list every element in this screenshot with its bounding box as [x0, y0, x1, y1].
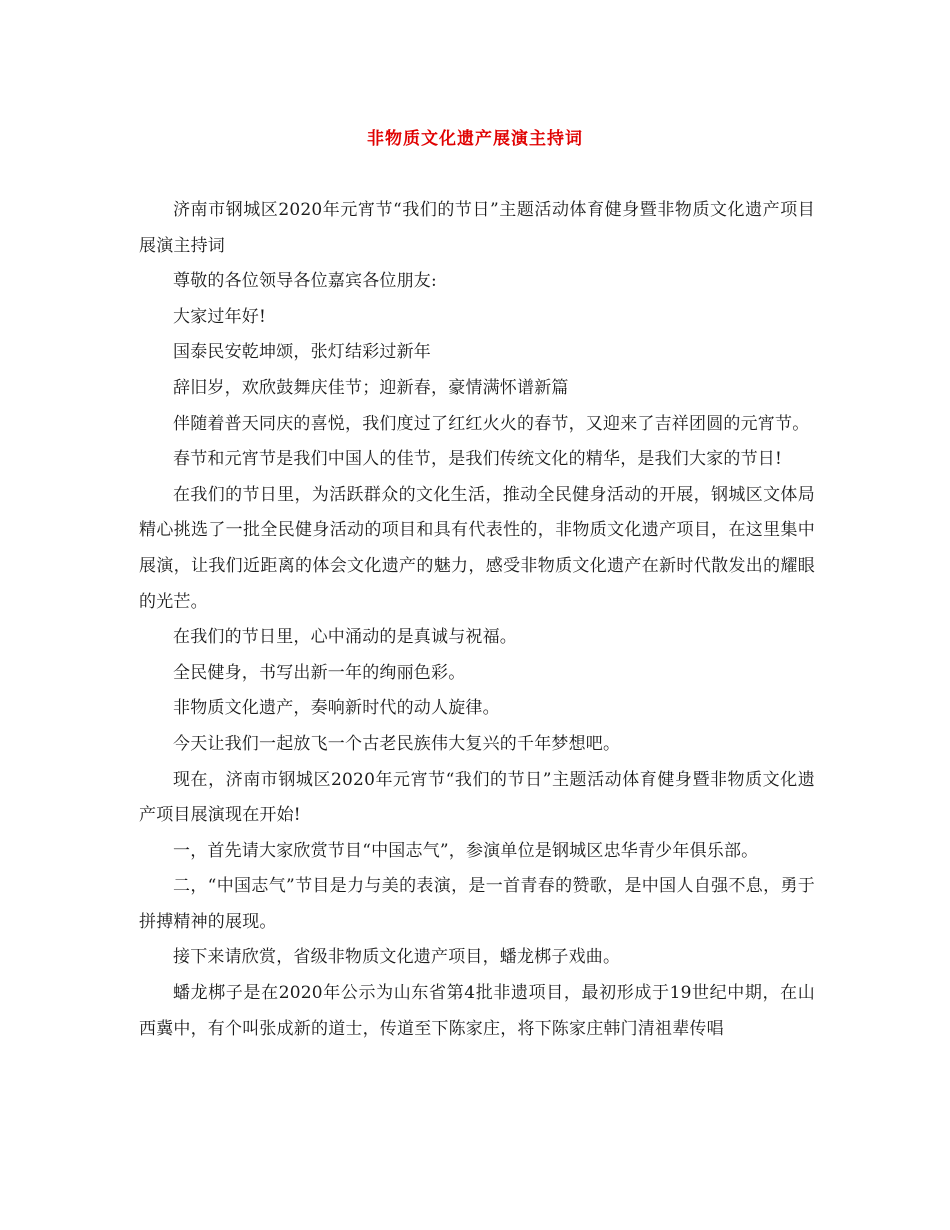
paragraph: 今天让我们一起放飞一个古老民族伟大复兴的千年梦想吧。 [173, 733, 621, 754]
paragraph: 春节和元宵节是我们中国人的佳节，是我们传统文化的精华，是我们大家的节日! [173, 449, 783, 470]
paragraph: 非物质文化遗产，奏响新时代的动人旋律。 [173, 698, 500, 719]
paragraph: 二，“中国志气”节目是力与美的表演，是一首青春的赞歌，是中国人自强不息，勇于拼搏精神的展现。 [139, 876, 815, 932]
paragraph: 尊敬的各位领导各位嘉宾各位朋友: [173, 271, 437, 292]
paragraph: 国泰民安乾坤颂，张灯结彩过新年 [173, 342, 431, 363]
paragraph: 现在，济南市钢城区2020年元宵节“我们的节日”主题活动体育健身暨非物质文化遗产项目展演现在开始! [139, 769, 815, 826]
document-body [139, 193, 815, 1047]
paragraph: 济南市钢城区2020年元宵节“我们的节日”主题活动体育健身暨非物质文化遗产项目展演主持词 [139, 200, 815, 256]
paragraph: 大家过年好! [173, 306, 267, 327]
paragraph: 在我们的节日里，为活跃群众的文化生活，推动全民健身活动的开展，钢城区文体局精心挑选了一批全民健身活动的项目和具有代表性的，非物质文化遗产项目，在这里集中展演，让我们近距离的体会文化遗产的魅力，感受非物质文化遗产在新时代散发出的耀眼的光芒。 [139, 484, 815, 612]
paragraph: 伴随着普天同庆的喜悦，我们度过了红红火火的春节，又迎来了吉祥团圆的元宵节。 [173, 413, 810, 434]
paragraph: 一，首先请大家欣赏节目“中国志气”，参演单位是钢城区忠华青少年俱乐部。 [173, 840, 759, 861]
paragraph: 蟠龙梆子是在2020年公示为山东省第4批非遗项目，最初形成于19世纪中期，在山西冀中，有个叫张成新的道士，传道至下陈家庄，将下陈家庄韩门清祖辈传唱 [139, 983, 815, 1039]
paragraph: 在我们的节日里，心中涌动的是真诚与祝福。 [173, 627, 517, 648]
paragraph: 全民健身，书写出新一年的绚丽色彩。 [173, 662, 466, 683]
document-title: 非物质文化遗产展演主持词 [367, 129, 583, 149]
paragraph: 辞旧岁，欢欣鼓舞庆佳节；迎新春，豪情满怀谱新篇 [173, 377, 569, 398]
paragraph: 接下来请欣赏，省级非物质文化遗产项目，蟠龙梆子戏曲。 [173, 947, 621, 968]
